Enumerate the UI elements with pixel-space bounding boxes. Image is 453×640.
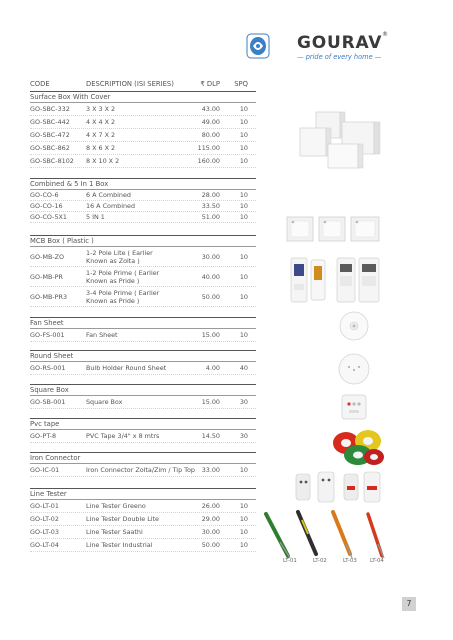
cell-spq: 30 [239, 432, 248, 440]
table-row [30, 396, 256, 409]
cell-description: 3-4 Pole Prime ( Earlier Known as Pride ) [86, 289, 160, 306]
registered-mark: ® [382, 31, 388, 38]
cell-description: 8 X 10 X 2 [86, 157, 120, 165]
cell-spq: 10 [239, 515, 248, 523]
section-title: MCB Box ( Plastic ) [30, 235, 256, 247]
header-dlp: ₹ DLP [200, 80, 220, 88]
brand-name: GOURAV [297, 33, 383, 53]
cell-code: GO-LT-03 [30, 528, 59, 536]
tester-caption-lt02: LT-02 [313, 558, 327, 564]
cell-dlp: 49.00 [201, 118, 220, 126]
section-fan-sheet [30, 317, 256, 342]
mcb-box-image [283, 254, 383, 306]
cell-dlp: 43.00 [201, 105, 220, 113]
square-box-image [340, 393, 368, 421]
table-row [30, 116, 256, 129]
cell-dlp: 26.00 [201, 502, 220, 510]
cell-spq: 10 [239, 202, 248, 210]
table-row [30, 142, 256, 155]
cell-spq: 10 [239, 528, 248, 536]
cell-description: 1-2 Pole Lite ( Earlier Known as Zolta ) [86, 249, 153, 266]
table-row [30, 430, 256, 443]
cell-description: 6 A Combined [86, 191, 131, 199]
cell-dlp: 50.00 [201, 541, 220, 549]
fan-sheet-image [338, 310, 370, 342]
section-iron-connector [30, 452, 256, 477]
table-row [30, 155, 256, 168]
cell-dlp: 51.00 [201, 213, 220, 221]
cell-code: GO-SB-001 [30, 398, 66, 406]
cell-spq: 10 [239, 541, 248, 549]
cell-code: GO-MB-PR [30, 273, 63, 281]
cell-description: Line Tester Industrial [86, 541, 153, 549]
cell-code: GO-MB-ZO [30, 253, 65, 261]
cell-description: PVC Tape 3/4" x 8 mtrs [86, 432, 160, 440]
tester-caption-lt03: LT-03 [343, 558, 357, 564]
brand-emblem [246, 31, 292, 61]
brand-tagline: — pride of every home — [297, 53, 382, 61]
section-title: Surface Box With Cover [30, 91, 256, 103]
cell-description: Square Box [86, 398, 123, 406]
line-tester-image [258, 508, 408, 560]
section-pvc-tape [30, 418, 256, 443]
table-row [30, 201, 256, 212]
section-round-sheet [30, 350, 256, 375]
cell-code: GO-CO-5X1 [30, 213, 67, 221]
table-row [30, 526, 256, 539]
section-title: Combined & 5 In 1 Box [30, 178, 256, 190]
tester-caption-lt04: LT-04 [370, 558, 384, 564]
cell-spq: 10 [239, 502, 248, 510]
section-title: Pvc tape [30, 418, 256, 430]
tester-caption-lt01: LT-01 [283, 558, 297, 564]
cell-code: GO-SBC-862 [30, 144, 70, 152]
cell-description: 1-2 Pole Prime ( Earlier Known as Pride ) [86, 269, 160, 286]
cell-description: Iron Connector Zolta/Zim / Tip Top [86, 466, 195, 474]
cell-dlp: 115.00 [197, 144, 220, 152]
table-row [30, 287, 256, 307]
cell-code: GO-LT-02 [30, 515, 59, 523]
cell-description: 3 X 3 X 2 [86, 105, 116, 113]
cell-dlp: 15.00 [201, 398, 220, 406]
table-row [30, 267, 256, 287]
cell-code: GO-SBC-472 [30, 131, 70, 139]
cell-code: GO-SBC-8102 [30, 157, 74, 165]
table-row [30, 247, 256, 267]
cell-dlp: 15.00 [201, 331, 220, 339]
table-row [30, 103, 256, 116]
cell-description: Line Tester Saathi [86, 528, 143, 536]
header-spq: SPQ [234, 80, 248, 88]
section-title: Square Box [30, 384, 256, 396]
section-title: Round Sheet [30, 350, 256, 362]
cell-dlp: 30.00 [201, 528, 220, 536]
table-row [30, 500, 256, 513]
table-header [30, 80, 256, 90]
cell-description: Line Tester Double Lite [86, 515, 159, 523]
cell-code: GO-SBC-332 [30, 105, 70, 113]
cell-code: GO-CO-16 [30, 202, 63, 210]
section-line-tester [30, 488, 256, 552]
page-number: 7 [402, 597, 416, 611]
cell-spq: 10 [239, 131, 248, 139]
cell-dlp: 4.00 [205, 364, 220, 372]
section-combined-box [30, 178, 256, 223]
combined-box-image [283, 211, 383, 249]
cell-spq: 10 [239, 213, 248, 221]
cell-spq: 10 [239, 157, 248, 165]
cell-spq: 10 [239, 331, 248, 339]
cell-description: 4 X 4 X 2 [86, 118, 116, 126]
table-row [30, 129, 256, 142]
section-mcb-box [30, 235, 256, 307]
cell-dlp: 50.00 [201, 293, 220, 301]
cell-description: 5 IN 1 [86, 213, 105, 221]
cell-spq: 40 [239, 364, 248, 372]
cell-dlp: 29.00 [201, 515, 220, 523]
cell-dlp: 28.00 [201, 191, 220, 199]
cell-description: 8 X 6 X 2 [86, 144, 116, 152]
cell-dlp: 40.00 [201, 273, 220, 281]
table-row [30, 212, 256, 223]
cell-dlp: 80.00 [201, 131, 220, 139]
table-row [30, 362, 256, 375]
cell-description: Line Tester Greeno [86, 502, 146, 510]
table-row [30, 464, 256, 477]
cell-spq: 30 [239, 398, 248, 406]
pvc-tape-image [330, 425, 386, 467]
cell-spq: 10 [239, 118, 248, 126]
section-title: Line Tester [30, 488, 256, 500]
cell-code: GO-SBC-442 [30, 118, 70, 126]
cell-description: 16 A Combined [86, 202, 136, 210]
header-code: CODE [30, 80, 50, 88]
table-row [30, 190, 256, 201]
cell-description: Bulb Holder Round Sheet [86, 364, 167, 372]
cell-code: GO-IC-01 [30, 466, 60, 474]
cell-code: GO-LT-04 [30, 541, 59, 549]
cell-dlp: 30.00 [201, 253, 220, 261]
cell-dlp: 14.50 [201, 432, 220, 440]
header-description: DESCRIPTION (ISI SERIES) [86, 80, 174, 88]
cell-code: GO-PT-8 [30, 432, 57, 440]
table-row [30, 329, 256, 342]
table-row [30, 539, 256, 552]
section-square-box [30, 384, 256, 409]
section-surface-box [30, 91, 256, 168]
cell-spq: 10 [239, 144, 248, 152]
cell-spq: 10 [239, 105, 248, 113]
cell-code: GO-CO-6 [30, 191, 59, 199]
round-sheet-image [337, 352, 371, 386]
cell-spq: 10 [239, 273, 248, 281]
cell-code: GO-MB-PR3 [30, 293, 68, 301]
cell-description: 4 X 7 X 2 [86, 131, 116, 139]
cell-code: GO-FS-001 [30, 331, 65, 339]
cell-description: Fan Sheet [86, 331, 118, 339]
cell-code: GO-RS-001 [30, 364, 66, 372]
cell-spq: 10 [239, 253, 248, 261]
cell-dlp: 33.50 [201, 202, 220, 210]
cell-dlp: 160.00 [197, 157, 220, 165]
cell-spq: 10 [239, 293, 248, 301]
surface-box-image [298, 108, 382, 172]
cell-spq: 10 [239, 191, 248, 199]
iron-connector-image [290, 470, 386, 506]
cell-spq: 10 [239, 466, 248, 474]
cell-dlp: 33.00 [201, 466, 220, 474]
section-title: Fan Sheet [30, 317, 256, 329]
section-title: Iron Connector [30, 452, 256, 464]
cell-code: GO-LT-01 [30, 502, 59, 510]
table-row [30, 513, 256, 526]
